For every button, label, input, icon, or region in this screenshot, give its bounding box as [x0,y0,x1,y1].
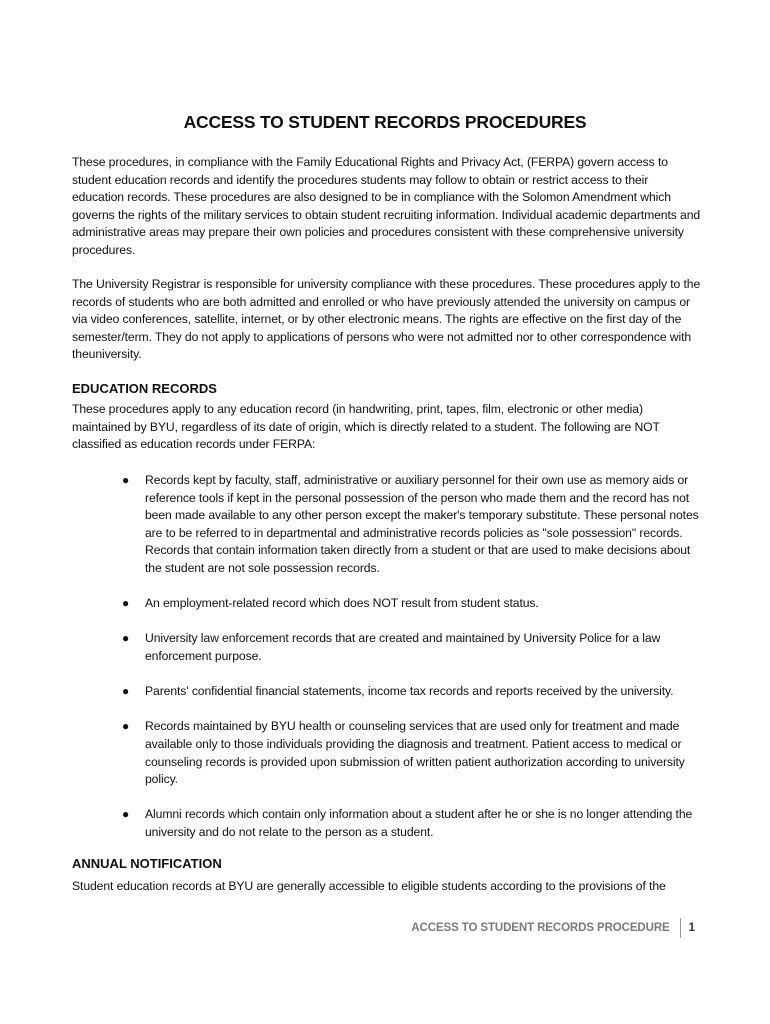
not-education-records-list [120,472,705,859]
list-item [120,683,705,701]
bullet-icon: ● [122,719,130,734]
page-title: ACCESS TO STUDENT RECORDS PROCEDURES [183,112,587,132]
page-number: 1 [688,922,695,934]
list-item-text: Parents' confidential financial statements, income tax records and reports received by the university. [145,684,674,699]
bullet-icon: ● [122,473,130,487]
education-records-paragraph: These procedures apply to any education record (in handwriting, print, tapes, film, electronic or other media) maintained by BYU, regardless of its date of origin, which is directly related to a student. The following are NOT classified as education records under FERPA: [72,402,660,452]
annual-notification-paragraph: Student education records at BYU are generally accessible to eligible students according to the provisions of the [72,879,666,893]
intro-paragraph: These procedures, in compliance with the Family Educational Rights and Privacy Act, (FERPA) govern access to student education records and identify the procedures students may follow to obtain or restrict access to their education records. These procedures are also designed to be in compliance with the Solomon Amendment which governs the rights of the military services to obtain student recruiting information. Individual academic departments and administrative areas may prepare their own policies and procedures consistent with these comprehensive university procedures. [72,155,701,257]
list-item [120,806,705,841]
bullet-icon: ● [122,807,130,822]
list-item [120,630,705,665]
bullet-icon: ● [122,631,130,646]
bullet-icon: ● [122,596,130,611]
list-item-text: Records maintained by BYU health or counseling services that are used only for treatment and made available only to those individuals providing the diagnosis and treatment. Patient access to medical or counseling records is provided upon submission of written patient authorization according to university policy. [145,719,685,787]
footer-label: ACCESS TO STUDENT RECORDS PROCEDURE [411,922,670,934]
list-item-text: Alumni records which contain only information about a student after he or she is no longer attending the university and do not relate to the person as a student. [145,807,693,839]
bullet-icon: ● [122,684,130,699]
list-item-text: University law enforcement records that are created and maintained by University Police for a law enforcement purpose. [145,631,661,663]
list-item-text: An employment-related record which does NOT result from student status. [145,596,539,611]
annual-notification-heading: ANNUAL NOTIFICATION [72,856,222,871]
page-footer [411,918,695,938]
list-item [120,718,705,788]
list-item [120,472,705,578]
list-item-text: Records kept by faculty, staff, administrative or auxiliary personnel for their own use as memory aids or reference tools if kept in the personal possession of the person who made them and the record has not been made available to any other person except the maker's temporary substitute. These personal notes are to be referred to in departmental and administrative records policies as "sole possession" records. Records that contain information taken directly from a student or that are used to make decisions about the student are not sole possession records. [145,473,699,575]
registrar-paragraph: The University Registrar is responsible for university compliance with these procedures. These procedures apply to the records of students who are both admitted and enrolled or who have previously attended the university on campus or via video conferences, satellite, internet, or by other electronic means. The rights are effective on the first day of the semester/term. They do not apply to applications of persons who were not admitted nor to other correspondence with theuniversity. [72,277,701,362]
list-item [120,595,705,613]
education-records-heading: EDUCATION RECORDS [72,381,217,396]
footer-divider [680,918,681,938]
